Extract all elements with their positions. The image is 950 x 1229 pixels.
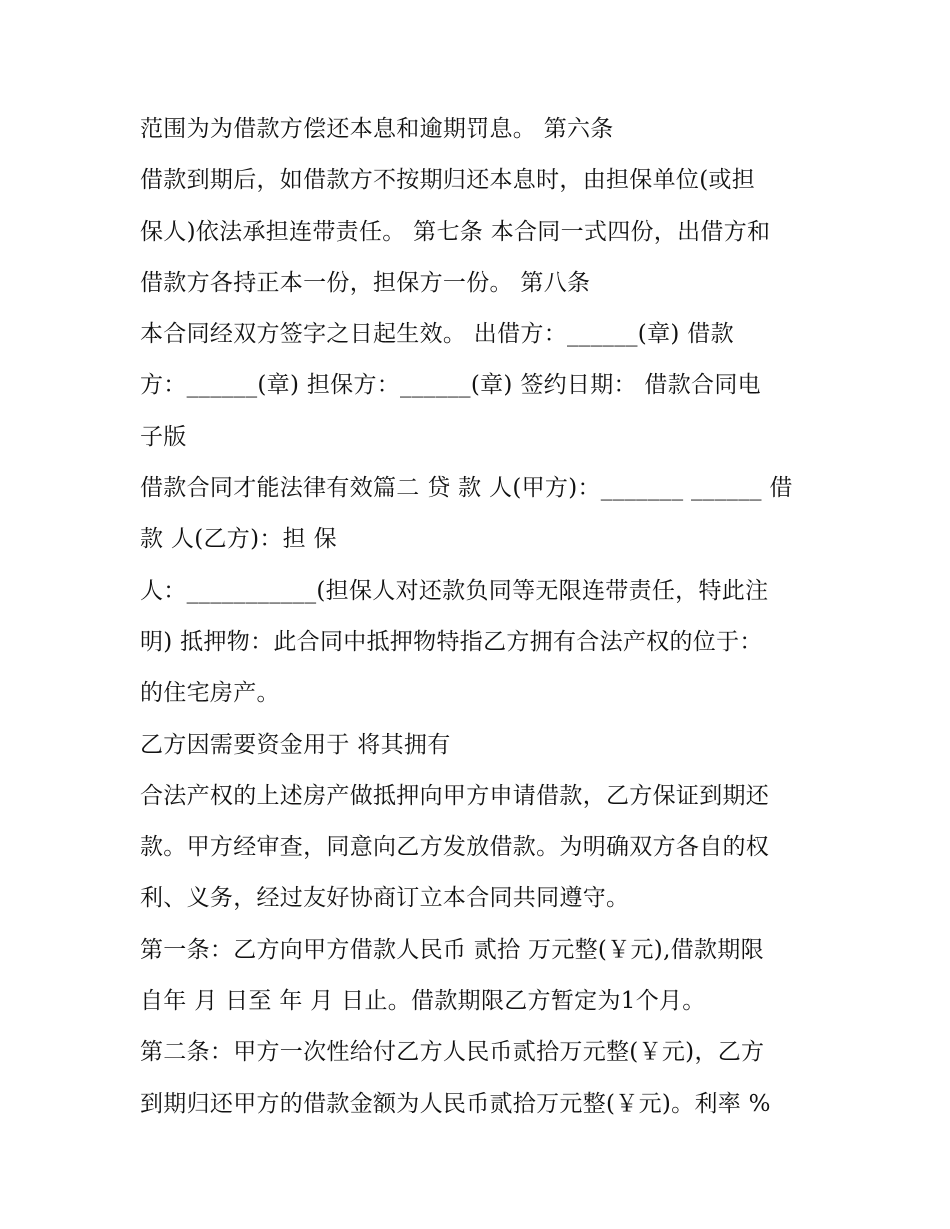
text-line: 方：______(章) 担保方：______(章) 签约日期： 借款合同电: [140, 372, 761, 399]
text-line: 本合同经双方签字之日起生效。 出借方：______(章) 借款: [140, 321, 734, 348]
text-line: 第一条：乙方向甲方借款人民币 贰拾 万元整(￥元),借款期限: [140, 936, 764, 963]
text-line: 的住宅房产。: [140, 680, 280, 707]
text-line: 自年 月 日至 年 月 日止。借款期限乙方暂定为1个月。: [140, 988, 706, 1015]
text-line: 款。甲方经审查，同意向乙方发放借款。为明确双方各自的权: [140, 834, 770, 861]
text-line: 合法产权的上述房产做抵押向甲方申请借款，乙方保证到期还: [140, 782, 770, 809]
text-line: 借款合同才能法律有效篇二 贷 款 人(甲方)：_______ ______ 借: [140, 475, 793, 502]
text-line: 款 人(乙方)：担 保: [140, 526, 337, 553]
text-line: 第二条：甲方一次性给付乙方人民币贰拾万元整(￥元)，乙方: [140, 1039, 765, 1066]
document-body: [140, 104, 830, 1130]
text-line: 借款方各持正本一份，担保方一份。 第八条: [140, 269, 591, 296]
text-line: 借款到期后，如借款方不按期归还本息时，由担保单位(或担: [140, 167, 756, 194]
text-line: 范围为为借款方偿还本息和逾期罚息。 第六条: [140, 116, 614, 142]
text-line: 明) 抵押物：此合同中抵押物特指乙方拥有合法产权的位于：: [140, 628, 763, 655]
text-line: 人：___________(担保人对还款负同等无限连带责任，特此注: [140, 577, 769, 604]
text-line: 到期归还甲方的借款金额为人民币贰拾万元整(￥元)。利率 %: [140, 1090, 771, 1117]
text-line: 子版: [140, 423, 187, 450]
text-line: 利、义务，经过友好协商订立本合同共同遵守。: [140, 885, 630, 912]
text-line: 保人)依法承担连带责任。 第七条 本合同一式四份，出借方和: [140, 218, 771, 245]
text-line: 乙方因需要资金用于 将其拥有: [140, 731, 451, 758]
